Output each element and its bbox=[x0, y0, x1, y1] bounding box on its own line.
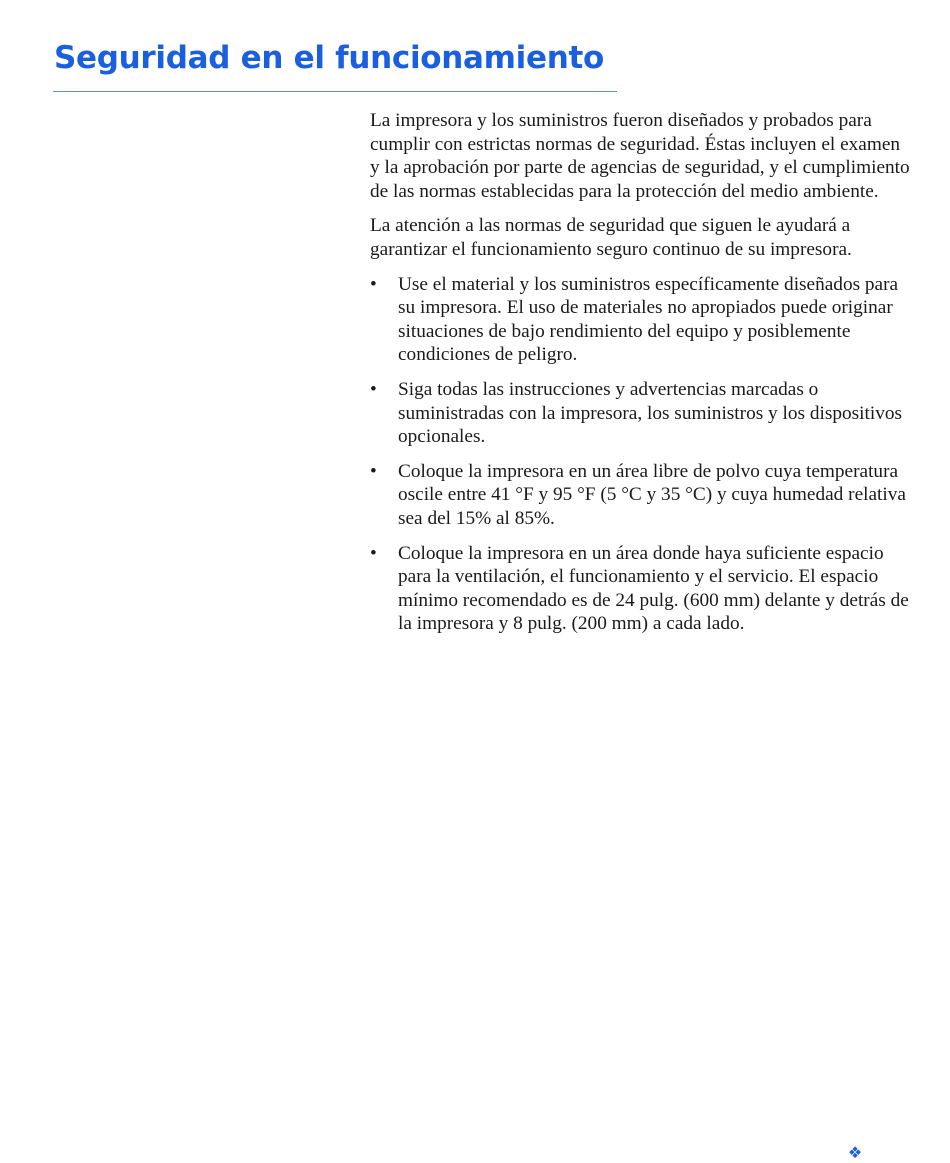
list-item-text: Coloque la impresora en un área donde haya suficiente espacio para la ventilación, el funcionamiento y el servicio. El espacio mínimo recomendado es de 24 pulg. (600 mm) delante y detrás de la impresora y 8 pulg. (200 mm) a cada lado. bbox=[398, 542, 909, 635]
bullet-icon: • bbox=[370, 378, 377, 400]
bullet-icon: • bbox=[370, 460, 377, 482]
list-item bbox=[370, 273, 910, 367]
page-title: Seguridad en el funcionamiento bbox=[54, 40, 604, 76]
list-item-text: Siga todas las instrucciones y advertencias marcadas o suministradas con la impresora, los suministros y los dispositivos opcionales. bbox=[398, 378, 902, 448]
list-item bbox=[370, 378, 910, 449]
bullet-icon: • bbox=[370, 273, 377, 295]
list-item bbox=[370, 542, 910, 636]
intro-paragraph-2: La atención a las normas de seguridad que siguen le ayudará a garantizar el funcionamiento seguro continuo de su impresora. bbox=[370, 215, 852, 260]
main-content bbox=[370, 109, 910, 647]
bullet-icon: • bbox=[370, 542, 377, 564]
intro-paragraph-1: La impresora y los suministros fueron diseñados y probados para cumplir con estrictas normas de seguridad. Éstas incluyen el examen y la aprobación por parte de agencias de seguridad, y el cumplimiento de las normas establecidas para la protección del medio ambiente. bbox=[370, 110, 910, 202]
list-item-text: Use el material y los suministros específicamente diseñados para su impresora. El uso de materiales no apropiados puede originar situaciones de bajo rendimiento del equipo y posiblemente condiciones de peligro. bbox=[398, 273, 899, 366]
list-item bbox=[370, 460, 910, 531]
title-divider bbox=[53, 91, 617, 92]
diamond-ornament-icon: ❖ bbox=[847, 1143, 863, 1162]
safety-list bbox=[370, 273, 910, 636]
list-item-text: Coloque la impresora en un área libre de polvo cuya temperatura oscile entre 41 °F y 95 °F (5 °C y 35 °C) y cuya humedad relativa sea del 15% al 85%. bbox=[398, 460, 906, 529]
